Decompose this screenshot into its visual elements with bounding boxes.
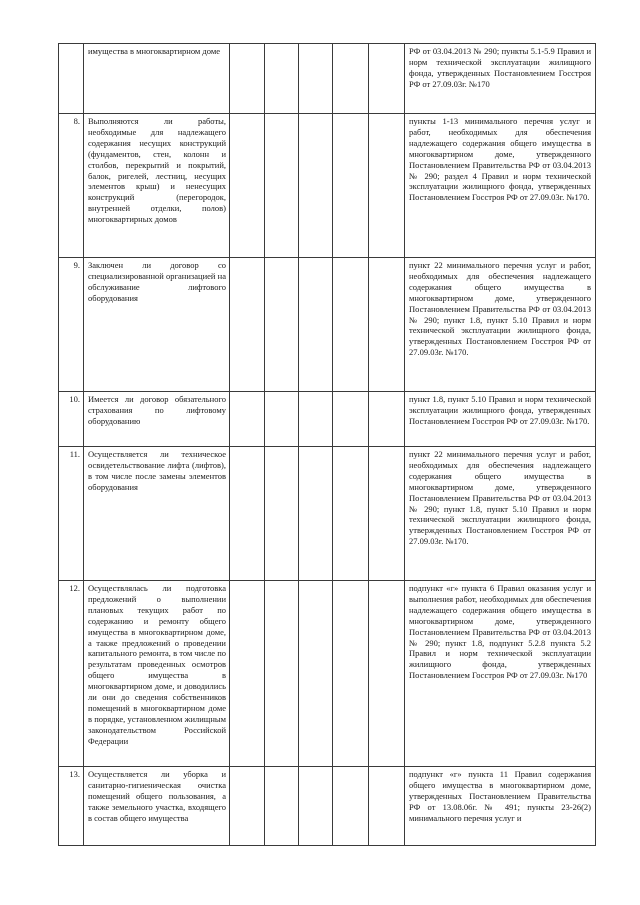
question-text: Выполняются ли работы, необходимые для надлежащего содержания несущих конструкций (фундаментов, стен, колонн и столбов, перекрытий и покрытий, балок, ригелей, лестниц, несущих элементов крыш) и ненесущих конструкций (перегородок, внутренней отделки, полов) многоквартирных домов <box>84 114 230 258</box>
question-text: имущества в многоквартирном доме <box>84 44 230 114</box>
table-row <box>59 258 596 392</box>
legal-reference: пункт 22 минимального перечня услуг и работ, необходимых для обеспечения надлежащего содержания общего имущества в многоквартирном доме, утвержденного Постановлением Правительства РФ от 03.04.2013 № 290; пункт 1.8, пункт 5.10 Правил и норм технической эксплуатации жилищного фонда, утвержденных Постановлением Госстроя РФ от 27.09.03г. №170. <box>405 258 596 392</box>
answer-cell-na[interactable] <box>299 114 333 258</box>
row-number: 9. <box>59 258 84 392</box>
answer-cell-note[interactable] <box>369 447 405 581</box>
answer-cell-no[interactable] <box>265 392 299 447</box>
table-row <box>59 44 596 114</box>
question-text: Заключен ли договор со специализированной организацией на обслуживание лифтового оборудования <box>84 258 230 392</box>
answer-cell-na[interactable] <box>299 258 333 392</box>
answer-cell-no[interactable] <box>265 581 299 767</box>
answer-cell-note[interactable] <box>369 581 405 767</box>
legal-reference: РФ от 03.04.2013 № 290; пункты 5.1-5.9 Правил и норм технической эксплуатации жилищного фонда, утвержденных Постановлением Госстроя РФ от 27.09.03г. №170 <box>405 44 596 114</box>
answer-cell-yes[interactable] <box>230 767 265 846</box>
question-text: Имеется ли договор обязательного страхования по лифтовому оборудованию <box>84 392 230 447</box>
answer-cell-na[interactable] <box>299 447 333 581</box>
question-text: Осуществлялась ли подготовка предложений о выполнении плановых текущих работ по содержанию и ремонту общего имущества в многоквартирном доме, а также предложений о проведении капитального ремонта, в том числе по результатам проведенных осмотров общего имущества в многоквартирном доме, и доводились ли они до сведения собственников помещений в многоквартирном доме в порядке, установленном жилищным законодательством Российской Федерации <box>84 581 230 767</box>
answer-cell-note[interactable] <box>369 258 405 392</box>
answer-cell-yes[interactable] <box>230 114 265 258</box>
question-text: Осуществляется ли техническое освидетельствование лифта (лифтов), в том числе после замены элементов оборудования <box>84 447 230 581</box>
answer-cell-no[interactable] <box>265 44 299 114</box>
row-number: 12. <box>59 581 84 767</box>
checklist-table <box>58 43 596 846</box>
table-row <box>59 581 596 767</box>
answer-cell-note[interactable] <box>369 44 405 114</box>
table-row <box>59 447 596 581</box>
answer-cell-yes[interactable] <box>230 447 265 581</box>
answer-cell-yes[interactable] <box>230 581 265 767</box>
legal-reference: подпункт «г» пункта 6 Правил оказания услуг и выполнения работ, необходимых для обеспечения надлежащего содержания общего имущества в многоквартирном доме, утвержденного Постановлением Правительства РФ от 03.04.2013 № 290; пункт 1.8, подпункт 5.2.8 пункта 5.2 Правил и норм технической эксплуатации жилищного фонда, утвержденных Постановлением Госстроя РФ от 27.09.03г. №170 <box>405 581 596 767</box>
answer-cell-no[interactable] <box>265 767 299 846</box>
row-number <box>59 44 84 114</box>
row-number: 8. <box>59 114 84 258</box>
answer-cell-extra[interactable] <box>333 392 369 447</box>
legal-reference: пункт 22 минимального перечня услуг и работ, необходимых для обеспечения надлежащего содержания общего имущества в многоквартирном доме, утвержденного Постановлением Правительства РФ от 03.04.2013 № 290; пункт 1.8, пункт 5.10 Правил и норм технической эксплуатации жилищного фонда, утвержденных Постановлением Госстроя РФ от 27.09.03г. №170. <box>405 447 596 581</box>
answer-cell-extra[interactable] <box>333 447 369 581</box>
row-number: 11. <box>59 447 84 581</box>
answer-cell-extra[interactable] <box>333 44 369 114</box>
legal-reference: пункт 1.8, пункт 5.10 Правил и норм технической эксплуатации жилищного фонда, утвержденных Постановлением Госстроя РФ от 27.09.03г. №170. <box>405 392 596 447</box>
answer-cell-na[interactable] <box>299 392 333 447</box>
answer-cell-yes[interactable] <box>230 392 265 447</box>
legal-reference: подпункт «г» пункта 11 Правил содержания общего имущества в многоквартирном доме, утвержденных Постановлением Правительства РФ от 13.08.06г. № 491; пункты 23-26(2) минимального перечня услуг и <box>405 767 596 846</box>
answer-cell-no[interactable] <box>265 447 299 581</box>
answer-cell-no[interactable] <box>265 114 299 258</box>
row-number: 10. <box>59 392 84 447</box>
answer-cell-extra[interactable] <box>333 581 369 767</box>
answer-cell-note[interactable] <box>369 767 405 846</box>
answer-cell-na[interactable] <box>299 581 333 767</box>
answer-cell-note[interactable] <box>369 392 405 447</box>
answer-cell-na[interactable] <box>299 767 333 846</box>
answer-cell-note[interactable] <box>369 114 405 258</box>
answer-cell-extra[interactable] <box>333 114 369 258</box>
table-row <box>59 767 596 846</box>
answer-cell-extra[interactable] <box>333 258 369 392</box>
question-text: Осуществляется ли уборка и санитарно-гигиеническая очистка помещений общего пользования, а также земельного участка, входящего в состав общего имущества <box>84 767 230 846</box>
answer-cell-na[interactable] <box>299 44 333 114</box>
row-number: 13. <box>59 767 84 846</box>
legal-reference: пункты 1-13 минимального перечня услуг и работ, необходимых для обеспечения надлежащего содержания общего имущества в многоквартирном доме, утвержденного Постановлением Правительства РФ от 03.04.2013 № 290; раздел 4 Правил и норм технической эксплуатации жилищного фонда, утвержденных Постановлением Госстроя РФ от 27.09.03г. №170. <box>405 114 596 258</box>
table-row <box>59 392 596 447</box>
answer-cell-extra[interactable] <box>333 767 369 846</box>
answer-cell-no[interactable] <box>265 258 299 392</box>
table-row <box>59 114 596 258</box>
answer-cell-yes[interactable] <box>230 258 265 392</box>
answer-cell-yes[interactable] <box>230 44 265 114</box>
